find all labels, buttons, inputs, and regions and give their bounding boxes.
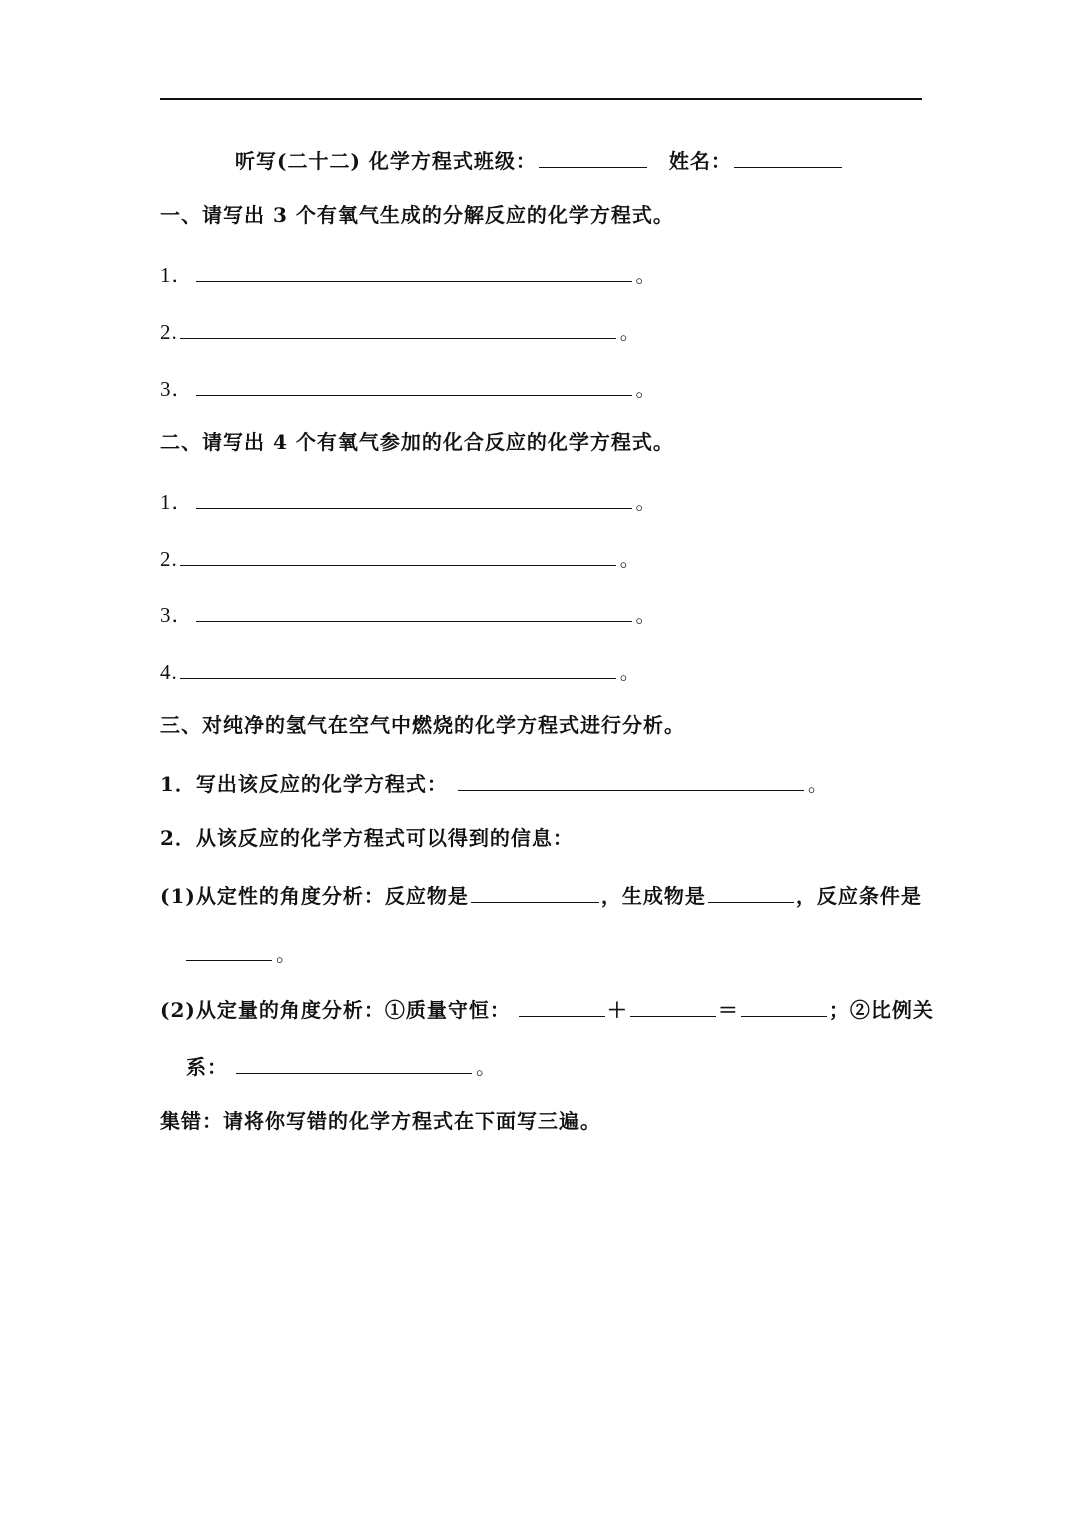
section3-heading: 三、对纯净的氢气在空气中燃烧的化学方程式进行分析。 xyxy=(160,713,685,737)
class-field[interactable] xyxy=(539,145,647,168)
top-rule xyxy=(160,98,922,100)
reactant-field[interactable] xyxy=(471,880,599,903)
section2-heading: 二、请写出 4 个有氧气参加的化合反应的化学方程式。 xyxy=(160,430,674,454)
answer-field[interactable] xyxy=(180,543,616,566)
header-line xyxy=(235,145,844,175)
answer-field[interactable] xyxy=(196,373,632,396)
answer-field[interactable] xyxy=(196,486,632,509)
collect-errors-instruction: 集错：请将你写错的化学方程式在下面写三遍。 xyxy=(160,1109,601,1133)
section2-item-4: 4. 。 xyxy=(160,656,641,686)
answer-field[interactable] xyxy=(180,316,616,339)
name-label: 姓名： xyxy=(668,149,732,173)
condition-field[interactable] xyxy=(186,938,272,961)
section3-p1: (1)从定性的角度分析：反应物是 ，生成物是 ，反应条件是 xyxy=(160,880,922,910)
section2-item-3: 3． 。 xyxy=(160,599,657,629)
section1-item-1: 1． 。 xyxy=(160,259,657,289)
section3-p2: (2)从定量的角度分析：①质量守恒： ＋ ＝ ；②比例关 xyxy=(160,994,934,1024)
equation-field[interactable] xyxy=(458,768,804,791)
section1-item-3: 3． 。 xyxy=(160,373,657,403)
page-title: 听写(二十二) 化学方程式班级： xyxy=(235,149,537,173)
mass-field-2[interactable] xyxy=(630,994,716,1017)
mass-field-1[interactable] xyxy=(519,994,605,1017)
ratio-field[interactable] xyxy=(236,1051,472,1074)
answer-field[interactable] xyxy=(196,599,632,622)
section1-item-2: 2. 。 xyxy=(160,316,641,346)
name-field[interactable] xyxy=(734,145,842,168)
section3-q1: 1．写出该反应的化学方程式： 。 xyxy=(160,768,829,798)
section3-q2: 2．从该反应的化学方程式可以得到的信息： xyxy=(160,826,574,850)
answer-field[interactable] xyxy=(180,656,616,679)
section2-item-2: 2. 。 xyxy=(160,543,641,573)
section1-heading: 一、请写出 3 个有氧气生成的分解反应的化学方程式。 xyxy=(160,203,674,227)
section2-item-1: 1． 。 xyxy=(160,486,657,516)
answer-field[interactable] xyxy=(196,259,632,282)
section3-p2-cont: 系： 。 xyxy=(186,1051,497,1081)
mass-field-3[interactable] xyxy=(741,994,827,1017)
section3-p1-cont: 。 xyxy=(184,938,297,968)
product-field[interactable] xyxy=(708,880,794,903)
